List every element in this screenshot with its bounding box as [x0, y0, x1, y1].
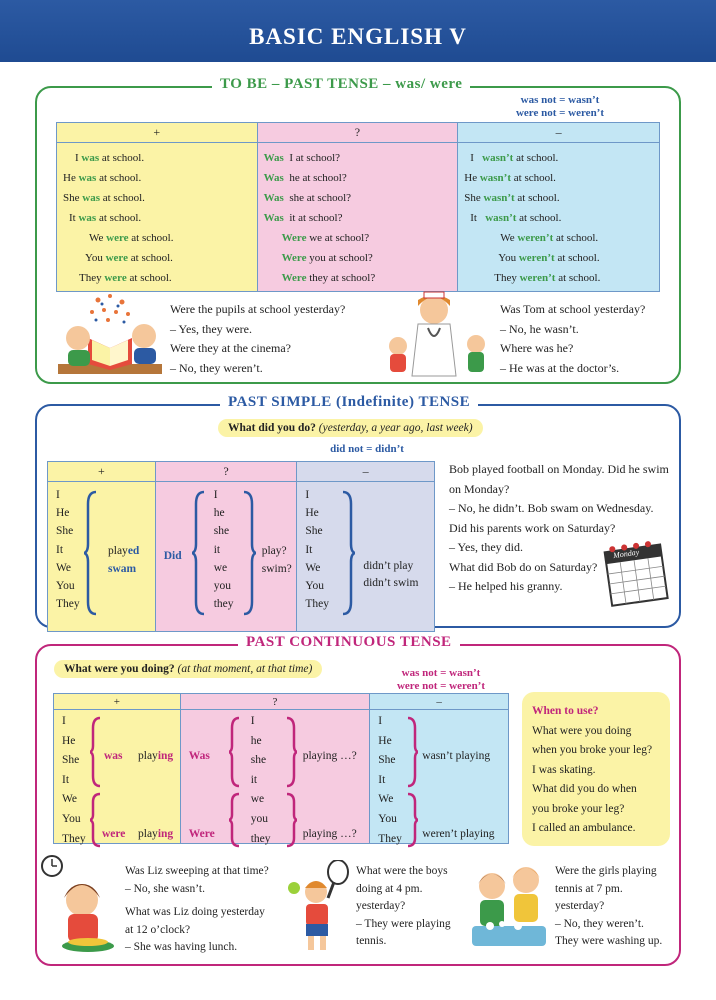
question-column [257, 143, 458, 292]
dialog-line: Were the pupils at school yesterday? [170, 302, 346, 316]
past-continuous-contraction-note [386, 667, 496, 693]
when-line: I was skating. [532, 763, 596, 776]
dialog-line: What was Liz doing yesterday [125, 906, 265, 918]
q-were-label: Were [188, 828, 215, 840]
header-positive: + [54, 694, 181, 710]
brace-icon [242, 490, 256, 616]
table-row: It wasn’t at school. [470, 212, 562, 224]
header-positive: + [57, 123, 258, 143]
dialog-line: – No, he didn’t. Bob swam on Wednesday. [449, 501, 654, 515]
table-row: He was at school. [63, 172, 142, 184]
negative-verbs: didn’t play didn’t swim [363, 560, 419, 589]
positive-verbs: played swam [108, 545, 140, 575]
question-column [180, 710, 370, 844]
positive-column [54, 710, 181, 844]
question-hint: (yesterday, a year ago, last week) [318, 422, 473, 434]
dialog-line: Were they at the cinema? [170, 341, 291, 355]
past-simple-question-box [218, 419, 483, 437]
question-column [155, 482, 297, 632]
past-continuous-dialog-2 [356, 863, 451, 951]
neg-playing-label: wasn’t playing [422, 750, 491, 762]
did-label: Did [163, 550, 182, 562]
q-was-label: Was [188, 750, 210, 762]
brace-icon [285, 792, 297, 848]
dialog-line: – No, he wasn’t. [500, 321, 579, 336]
dialog-line: What were the boys [356, 865, 448, 877]
table-row: He wasn’t at school. [464, 172, 556, 184]
dialog-line: at 12 o’clock? [125, 923, 191, 936]
kids-reading-illustration [58, 290, 162, 378]
table-row: We were at school. [89, 232, 174, 244]
q-playing-label: playing …? [302, 828, 357, 840]
past-continuous-question-box [54, 660, 322, 678]
table-row: Was I at school? [263, 152, 341, 164]
dialog-line: Were the girls playing [555, 865, 657, 877]
table-row: We weren’t at school. [500, 232, 599, 244]
past-continuous-table [53, 693, 509, 844]
to-be-heading: TO BE – PAST TENSE – was/ were [212, 76, 470, 93]
did-not-note: did not = didn’t [330, 443, 404, 455]
header-negative: – [297, 462, 435, 482]
when-line: you broke your leg? [532, 802, 625, 815]
dialog-line: They were washing up. [555, 935, 663, 947]
positive-column [57, 143, 258, 292]
dialog-line: Did his parents work on Saturday? [449, 520, 616, 535]
table-row: Were we at school? [281, 232, 370, 244]
dialog-line: yesterday? [356, 900, 406, 912]
brace-icon [406, 716, 418, 788]
neg-playing-label: weren’t playing [422, 828, 495, 840]
when-line: I called an ambulance. [532, 822, 636, 834]
dialog-line: – Yes, they did. [449, 540, 524, 554]
past-simple-table [47, 461, 435, 632]
doctor-illustration [384, 288, 494, 378]
table-row: You weren’t at school. [498, 252, 600, 264]
brace-icon [229, 792, 241, 848]
negative-column [297, 482, 435, 632]
playing-label: playing [138, 828, 174, 840]
table-row: She was at school. [63, 192, 145, 204]
table-row: I wasn’t at school. [470, 152, 559, 164]
dialog-line: Bob played football on Monday. Did he swim [449, 462, 669, 476]
dialog-line: – He was at the doctor’s. [500, 360, 620, 375]
table-row: It was at school. [69, 212, 142, 224]
dialog-line: doing at 4 pm. [356, 882, 423, 895]
tennis-boy-illustration [286, 860, 352, 954]
pronoun-list: I He She It We You They [305, 489, 329, 611]
pronoun-list: I He She It We You They [378, 715, 402, 845]
table-row: Was she at school? [263, 192, 352, 204]
page-title: BASIC ENGLISH V [249, 24, 467, 49]
calendar-label: Monday [612, 547, 640, 561]
table-row: She wasn’t at school. [464, 192, 560, 204]
dialog-line: – No, they weren’t. [170, 360, 263, 375]
dialog-line: tennis. [356, 935, 387, 947]
playing-label: playing [138, 750, 174, 762]
when-line: What were you doing [532, 724, 632, 737]
title-banner [0, 0, 716, 62]
header-positive: + [48, 462, 156, 482]
were-label: were [102, 828, 126, 840]
note-were-not: were not = weren’t [396, 680, 486, 692]
header-negative: – [458, 123, 660, 143]
negative-column [458, 143, 660, 292]
dialog-line: tennis at 7 pm. [555, 882, 623, 895]
past-continuous-dialog-3 [555, 863, 662, 951]
was-label: was [104, 750, 123, 762]
liz-eating-illustration [40, 854, 122, 958]
brace-icon [341, 490, 355, 616]
question-hint: (at that moment, at that time) [177, 663, 313, 675]
negative-column [370, 710, 509, 844]
table-row: I was at school. [75, 152, 145, 164]
brace-icon [229, 716, 241, 788]
pronoun-list: I He She It We You They [56, 489, 80, 611]
question-verbs: play? swim? [261, 545, 292, 575]
table-row: Was he at school? [263, 172, 347, 184]
dialog-line: yesterday? [555, 900, 605, 912]
brace-icon [84, 490, 98, 616]
pronoun-list: I He She It We You They [62, 715, 86, 845]
when-line: when you broke your leg? [532, 744, 653, 756]
past-simple-heading: PAST SIMPLE (Indefinite) TENSE [220, 394, 478, 411]
table-row: Was it at school? [263, 212, 343, 224]
dialog-line: – No, they weren’t. [555, 917, 644, 930]
dialog-line: – No, she wasn’t. [125, 882, 205, 895]
dialog-line: – They were playing [356, 917, 451, 930]
question-label: What were you doing? [64, 663, 175, 675]
pronoun-list: I he she it we you they [213, 489, 234, 611]
dialog-line: Was Liz sweeping at that time? [125, 865, 269, 877]
dialog-line: What did Bob do on Saturday? [449, 559, 598, 574]
table-row: They were at school. [79, 272, 172, 284]
positive-column [48, 482, 156, 632]
dialog-line: Where was he? [500, 341, 574, 355]
header-negative: – [370, 694, 509, 710]
dialog-line: Was Tom at school yesterday? [500, 302, 646, 316]
girls-washing-up-illustration [462, 860, 552, 952]
table-row: You were at school. [85, 252, 173, 264]
to-be-contraction-note [505, 94, 615, 120]
to-be-dialog-2 [500, 300, 645, 378]
when-to-use-box [522, 692, 670, 846]
to-be-table [56, 122, 660, 292]
dialog-line: – He helped his granny. [449, 579, 563, 593]
when-line: What did you do when [532, 783, 637, 795]
header-question: ? [155, 462, 297, 482]
header-question: ? [257, 123, 458, 143]
q-playing-label: playing …? [302, 750, 357, 762]
note-were-not: were not = weren’t [515, 107, 605, 119]
brace-icon [285, 716, 297, 788]
when-title: When to use? [532, 705, 599, 717]
dialog-line: – She was having lunch. [125, 941, 238, 953]
to-be-dialog-1 [170, 300, 345, 378]
brace-icon [406, 792, 418, 848]
table-row: They weren’t at school. [494, 272, 601, 284]
calendar-icon [602, 538, 672, 610]
past-continuous-heading: PAST CONTINUOUS TENSE [238, 634, 460, 651]
brace-icon [90, 716, 102, 788]
note-was-not: was not = wasn’t [401, 667, 481, 679]
past-continuous-dialog-1 [125, 863, 269, 957]
brace-icon [90, 792, 102, 848]
dialog-line: – Yes, they were. [170, 321, 252, 336]
table-row: Were you at school? [281, 252, 373, 264]
dialog-line: on Monday? [449, 481, 510, 496]
brace-icon [192, 490, 206, 616]
table-row: Were they at school? [281, 272, 376, 284]
question-label: What did you do? [228, 422, 316, 434]
header-question: ? [180, 694, 370, 710]
note-was-not: was not = wasn’t [520, 94, 600, 106]
pronoun-list: I he she it we you they [250, 715, 271, 845]
